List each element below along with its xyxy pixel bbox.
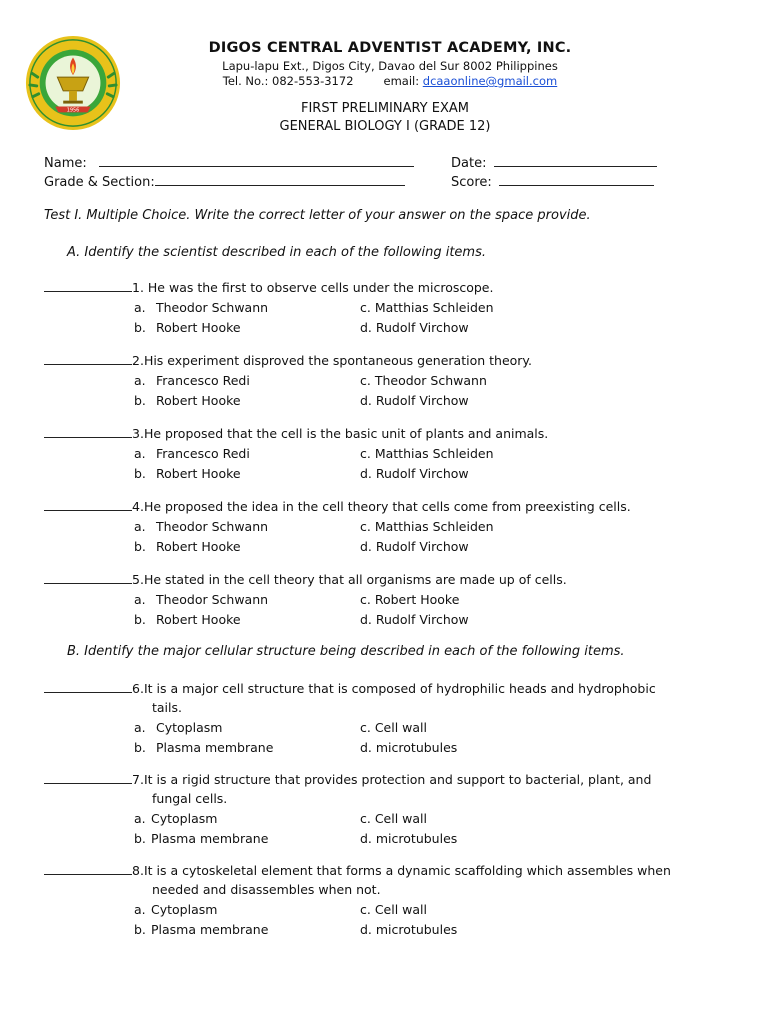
answer-blank[interactable] [44, 280, 132, 292]
answer-blank[interactable] [44, 353, 132, 365]
school-address: Lapu-lapu Ext., Digos City, Davao del Sur 8002 Philippines [222, 59, 558, 73]
score-field [451, 173, 654, 190]
question-number: 2. [132, 353, 144, 368]
question-item [44, 571, 744, 629]
option-d: d. microtubules [360, 740, 458, 755]
question-item [44, 771, 744, 848]
school-name: DIGOS CENTRAL ADVENTIST ACADEMY, INC. [208, 40, 572, 56]
option-b: b. Robert Hooke [134, 539, 241, 554]
option-c: c. Robert Hooke [360, 592, 460, 607]
question-stem: His experiment disproved the spontaneous generation theory. [143, 353, 533, 368]
option-a: a. Cytoplasm [134, 811, 218, 826]
option-a: a. Theodor Schwann [134, 592, 269, 607]
grade-section-field [44, 173, 405, 190]
question-number: 3. [132, 426, 144, 441]
question-stem: He was the first to observe cells under the microscope. [143, 280, 494, 295]
question-stem: It is a major cell structure that is composed of hydrophilic heads and hydrophobic [143, 681, 656, 696]
name-blank[interactable] [99, 154, 414, 167]
question-number: 1. [132, 280, 144, 295]
section-a-heading: A. Identify the scientist described in each of the following items. [67, 245, 486, 260]
grade-section-label: Grade & Section: [44, 175, 155, 190]
option-d: d. Rudolf Virchow [360, 393, 469, 408]
option-d: d. microtubules [360, 831, 458, 846]
score-label: Score: [451, 175, 492, 190]
question-number: 7. [132, 772, 144, 787]
option-b: b. Robert Hooke [134, 612, 241, 627]
name-label: Name: [44, 156, 87, 171]
score-blank[interactable] [499, 173, 654, 186]
answer-blank[interactable] [44, 772, 132, 784]
option-a: a. Theodor Schwann [134, 300, 269, 315]
answer-blank[interactable] [44, 572, 132, 584]
grade-section-blank[interactable] [155, 173, 405, 186]
school-logo-seal [24, 34, 122, 132]
name-field [44, 154, 414, 171]
question-stem: He proposed the idea in the cell theory that cells come from preexisting cells. [143, 499, 631, 514]
email-link[interactable]: dcaaonline@gmail.com [422, 74, 558, 88]
option-d: d. Rudolf Virchow [360, 466, 469, 481]
option-c: c. Cell wall [360, 811, 427, 826]
question-item [44, 862, 744, 939]
question-item [44, 352, 744, 410]
option-a: a. Theodor Schwann [134, 519, 269, 534]
question-item [44, 498, 744, 556]
option-b: b. Plasma membrane [134, 740, 274, 755]
question-item [44, 425, 744, 483]
question-number: 6. [132, 681, 144, 696]
logo-year-text: 1956 [66, 107, 80, 114]
option-a: a. Francesco Redi [134, 446, 250, 461]
question-number: 5. [132, 572, 144, 587]
exam-title: FIRST PRELIMINARY EXAM [300, 101, 469, 116]
question-stem: It is a cytoskeletal element that forms a dynamic scaffolding which assembles when [143, 863, 671, 878]
option-c: c. Matthias Schleiden [360, 300, 494, 315]
question-number: 8. [132, 863, 144, 878]
date-blank[interactable] [494, 154, 657, 167]
option-b: b. Robert Hooke [134, 320, 241, 335]
option-a: a. Cytoplasm [134, 902, 218, 917]
school-contact [180, 74, 600, 88]
test-instructions: Test I. Multiple Choice. Write the correct letter of your answer on the space provide. [44, 208, 591, 223]
section-b-heading: B. Identify the major cellular structure being described in each of the following items. [67, 644, 625, 659]
question-stem-continued: tails. [152, 700, 182, 715]
option-a: a. Francesco Redi [134, 373, 250, 388]
option-d: d. microtubules [360, 922, 458, 937]
option-b: b. Plasma membrane [134, 831, 269, 846]
subject-title: GENERAL BIOLOGY I (GRADE 12) [279, 119, 491, 134]
email-label: email: [383, 74, 420, 88]
answer-blank[interactable] [44, 426, 132, 438]
question-stem: He stated in the cell theory that all organisms are made up of cells. [143, 572, 567, 587]
option-b: b. Robert Hooke [134, 393, 241, 408]
date-field [451, 154, 657, 171]
option-d: d. Rudolf Virchow [360, 320, 469, 335]
question-stem: It is a rigid structure that provides protection and support to bacterial, plant, and [143, 772, 652, 787]
option-d: d. Rudolf Virchow [360, 612, 469, 627]
question-number: 4. [132, 499, 144, 514]
question-stem-continued: fungal cells. [152, 791, 228, 806]
option-c: c. Matthias Schleiden [360, 519, 494, 534]
option-d: d. Rudolf Virchow [360, 539, 469, 554]
answer-blank[interactable] [44, 499, 132, 511]
answer-blank[interactable] [44, 863, 132, 875]
option-b: b. Robert Hooke [134, 466, 241, 481]
answer-blank[interactable] [44, 681, 132, 693]
question-stem-continued: needed and disassembles when not. [152, 882, 381, 897]
option-b: b. Plasma membrane [134, 922, 269, 937]
question-item [44, 279, 744, 337]
question-item [44, 680, 744, 757]
question-stem: He proposed that the cell is the basic unit of plants and animals. [143, 426, 549, 441]
telephone-number: Tel. No.: 082-553-3172 [222, 74, 354, 88]
option-c: c. Cell wall [360, 902, 427, 917]
option-a: a. Cytoplasm [134, 720, 223, 735]
option-c: c. Matthias Schleiden [360, 446, 494, 461]
date-label: Date: [451, 156, 487, 171]
option-c: c. Cell wall [360, 720, 427, 735]
option-c: c. Theodor Schwann [360, 373, 487, 388]
